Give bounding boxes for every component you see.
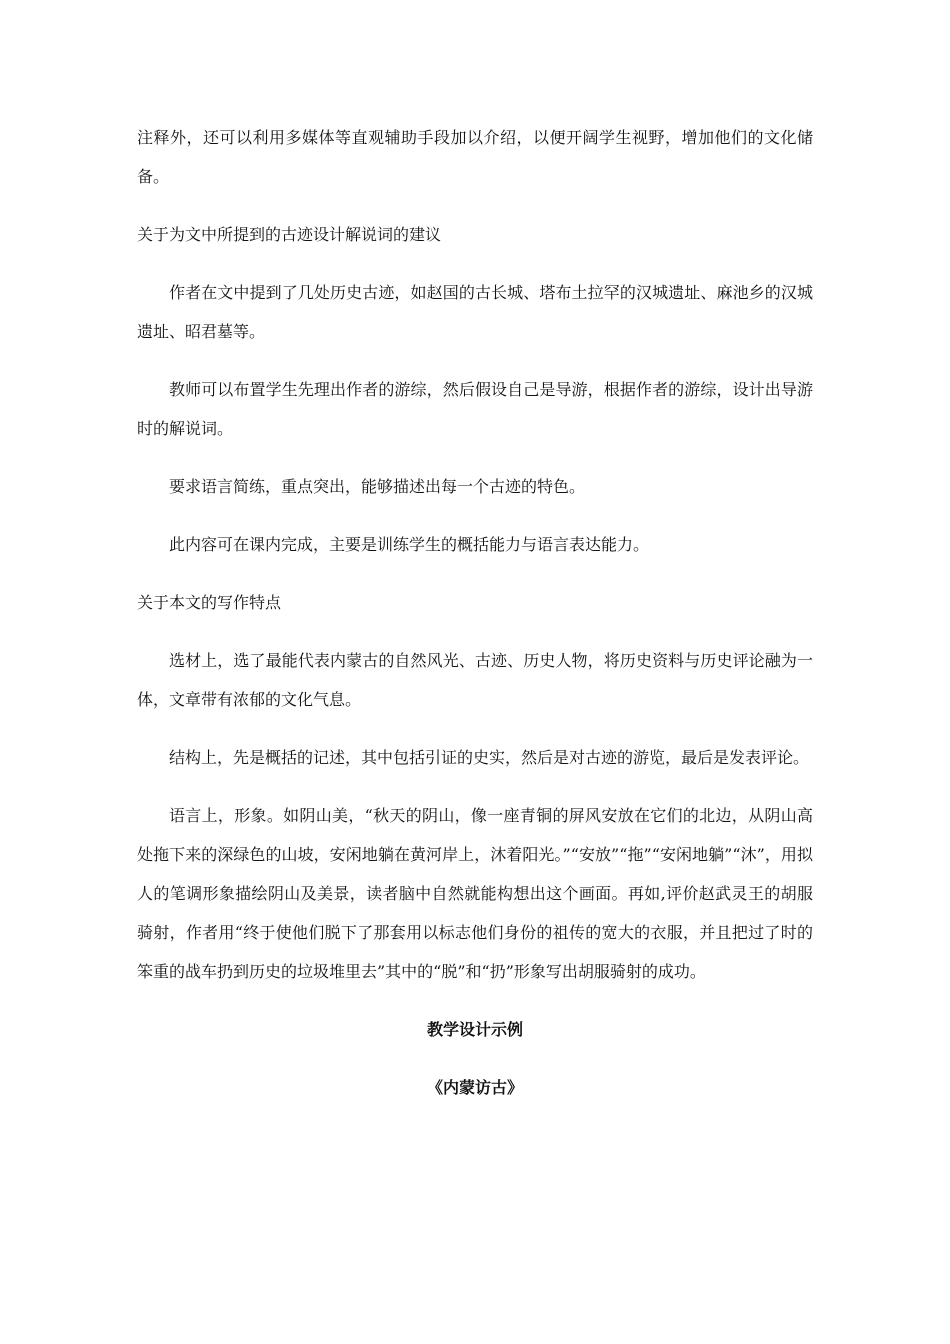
subheading-title: 《内蒙访古》 bbox=[426, 1078, 523, 1097]
paragraph-6: 此内容可在课内完成，主要是训练学生的概括能力与语言表达能力。 bbox=[169, 535, 650, 554]
section-title-writing-features: 关于本文的写作特点 bbox=[137, 593, 282, 612]
heading-teaching-design: 教学设计示例 bbox=[426, 1020, 523, 1039]
section-title-guide-script: 关于为文中所提到的古迹设计解说词的建议 bbox=[137, 225, 442, 244]
paragraph-4: 教师可以布置学生先理出作者的游综，然后假设自己是导游，根据作者的游综，设计出导游时的解说词。 bbox=[137, 380, 813, 438]
paragraph-3: 作者在文中提到了几处历史古迹，如赵国的古长城、塔布土拉罕的汉城遗址、麻池乡的汉城遗址、昭君墓等。 bbox=[137, 283, 813, 341]
paragraph-8: 选材上，选了最能代表内蒙古的自然风光、古迹、历史人物，将历史资料与历史评论融为一体，文章带有浓郁的文化气息。 bbox=[137, 651, 813, 709]
paragraph-1: 注释外，还可以利用多媒体等直观辅助手段加以介绍，以便开阔学生视野，增加他们的文化储备。 bbox=[137, 128, 813, 186]
paragraph-10: 语言上，形象。如阴山美，“秋天的阴山，像一座青铜的屏风安放在它们的北边，从阴山高处拖下来的深绿色的山坡，安闲地躺在黄河岸上，沐着阳光。”“安放”“拖”“安闲地躺”“沐”，用拟人的笔调形象描绘阴山及美景，读者脑中自然就能构想出这个画面。再如,评价赵武灵王的胡服骑射，作者用“终于使他们脱下了那套用以标志他们身份的祖传的宽大的衣服，并且把过了时的笨重的战车扔到历史的垃圾堆里去”其中的“脱”和“扔”形象写出胡服骑射的成功。 bbox=[137, 806, 813, 981]
paragraph-5: 要求语言简练，重点突出，能够描述出每一个古迹的特色。 bbox=[169, 477, 586, 496]
document-body bbox=[137, 118, 813, 1126]
paragraph-9: 结构上，先是概括的记述，其中包括引证的史实，然后是对古迹的游览，最后是发表评论。 bbox=[169, 748, 810, 767]
